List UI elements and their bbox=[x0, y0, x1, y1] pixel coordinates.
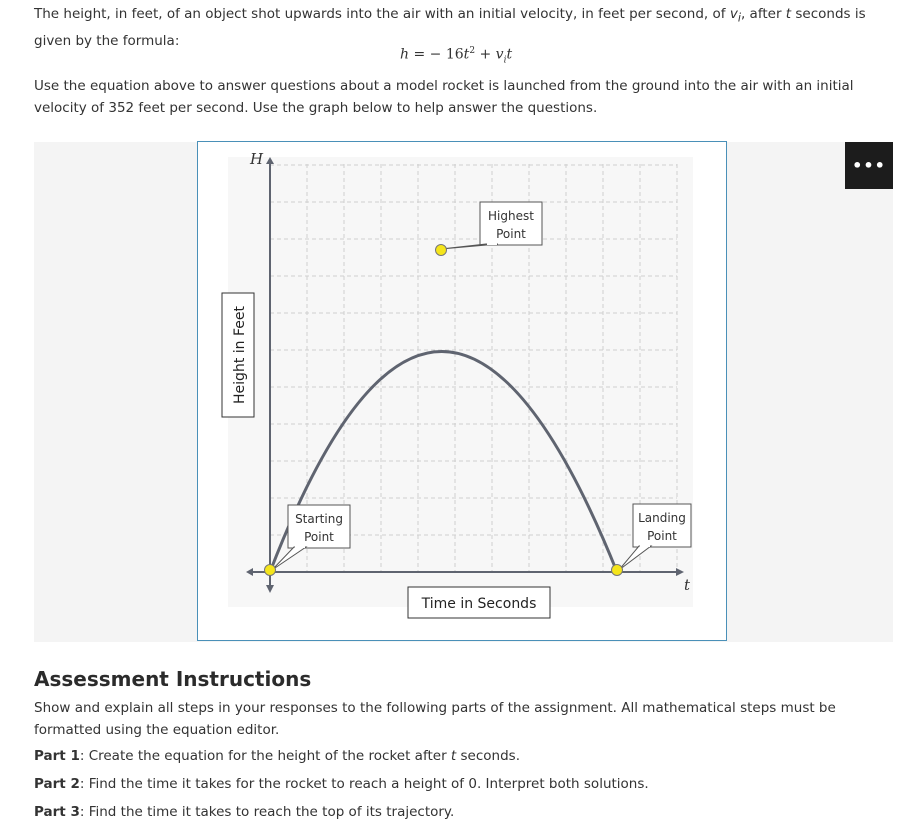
trajectory-graph bbox=[197, 141, 727, 641]
y-axis-letter: H bbox=[250, 150, 264, 168]
highest-point-marker bbox=[436, 245, 447, 256]
starting-line2: Point bbox=[304, 530, 334, 544]
velocity-subscript: i bbox=[737, 11, 741, 25]
formula-plus-v: + v bbox=[475, 46, 504, 63]
time-symbol: t bbox=[785, 6, 792, 22]
landing-point-marker bbox=[612, 565, 623, 576]
formula-exponent: 2 bbox=[469, 46, 476, 56]
highest-line2: Point bbox=[496, 227, 526, 241]
y-axis-label-box bbox=[222, 293, 254, 417]
part-2-label: Part 2 bbox=[34, 776, 80, 792]
part-2-text: : Find the time it takes for the rocket to reach a height of 0. Interpret both solutions. bbox=[79, 776, 649, 792]
x-axis-letter: t bbox=[684, 576, 691, 594]
instructions-paragraph: Show and explain all steps in your responses to the following parts of the assignment. All mathematical steps must be formatted using the equation editor. bbox=[34, 700, 836, 738]
intro-text: The height, in feet, of an object shot upwards into the air with an initial velocity, in feet per second, of bbox=[34, 6, 730, 22]
part-1 bbox=[34, 745, 520, 767]
highest-line1: Highest bbox=[488, 209, 534, 223]
formula-t: t bbox=[463, 46, 470, 63]
usage-paragraph: Use the equation above to answer questions about a model rocket is launched from the ground into the air with an initial velocity of 352 feet per second. Use the graph below to help answer the questions. bbox=[34, 78, 854, 116]
formula-eq: = − 16 bbox=[409, 46, 464, 63]
part-3 bbox=[34, 801, 454, 823]
formula-h: h bbox=[400, 46, 410, 63]
landing-line2: Point bbox=[647, 529, 677, 543]
intro-text-3: seconds is given by the formula: bbox=[34, 6, 866, 49]
part-1-text: : Create the equation for the height of the rocket after bbox=[79, 748, 451, 764]
more-options-button[interactable]: ••• bbox=[845, 142, 893, 189]
intro-paragraph bbox=[34, 3, 894, 52]
starting-point-marker bbox=[265, 565, 276, 576]
intro-text-2: , after bbox=[740, 6, 786, 22]
graph-svg bbox=[198, 142, 726, 640]
part-1-t: t bbox=[450, 748, 457, 764]
part-1-label: Part 1 bbox=[34, 748, 80, 764]
part-1-text-end: seconds. bbox=[456, 748, 520, 764]
y-axis-label: Height in Feet bbox=[232, 306, 248, 404]
assessment-heading: Assessment Instructions bbox=[34, 667, 312, 691]
formula-t2: t bbox=[506, 46, 513, 63]
landing-line1: Landing bbox=[638, 511, 686, 525]
formula-subscript: i bbox=[503, 55, 507, 66]
x-axis-label-box bbox=[408, 587, 550, 618]
part-2 bbox=[34, 773, 649, 795]
velocity-symbol: v bbox=[729, 6, 738, 22]
x-axis-label: Time in Seconds bbox=[421, 596, 537, 612]
part-3-text: : Find the time it takes to reach the top of its trajectory. bbox=[79, 804, 455, 820]
height-formula bbox=[400, 46, 512, 65]
starting-line1: Starting bbox=[295, 512, 343, 526]
part-3-label: Part 3 bbox=[34, 804, 80, 820]
